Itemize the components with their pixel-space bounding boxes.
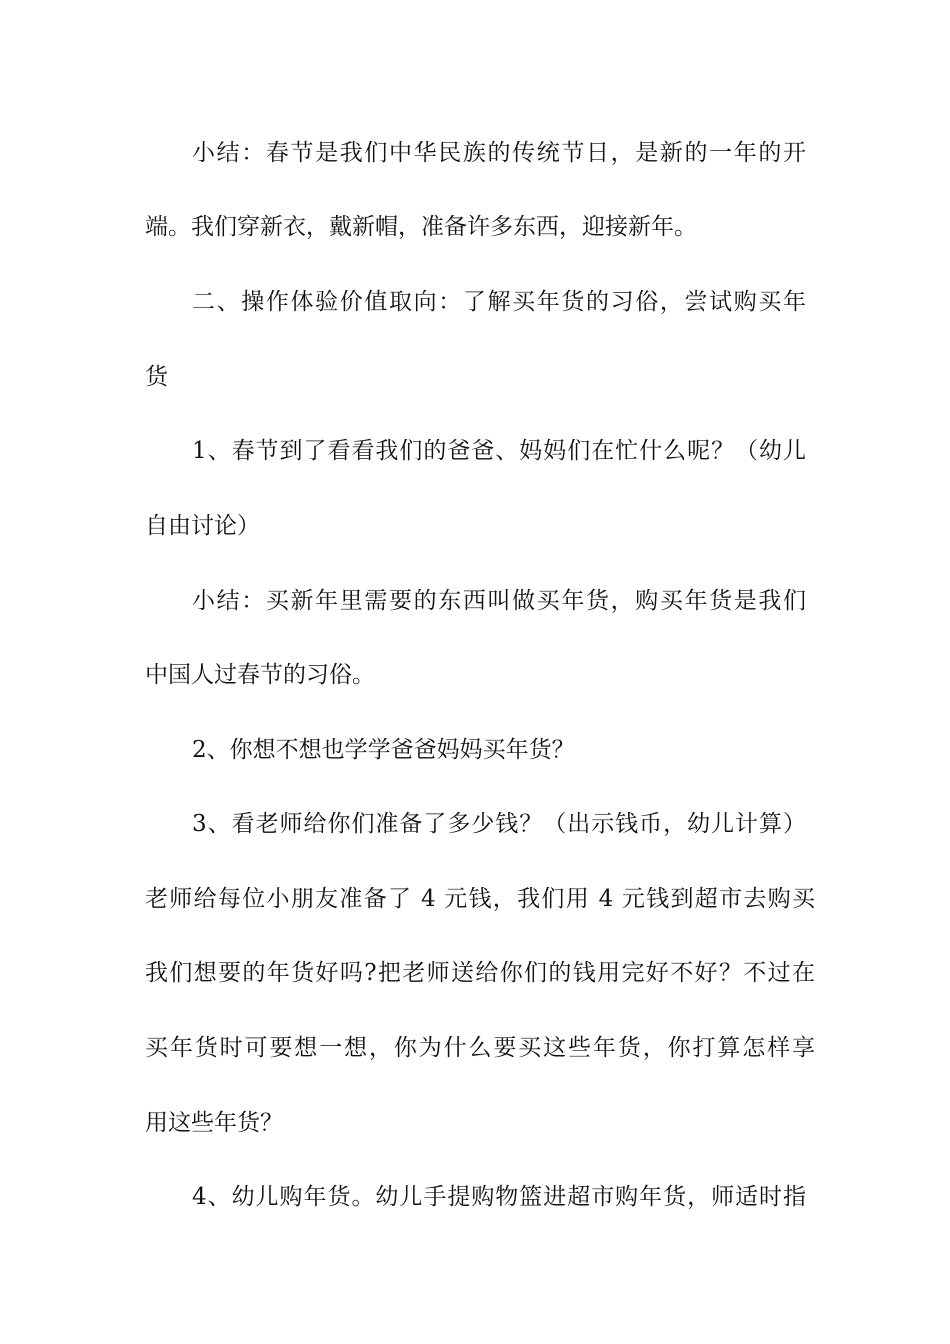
- item-3-line-2: 老师给每位小朋友准备了 4 元钱，我们用 4 元钱到超市去购买: [145, 886, 815, 912]
- summary-2-line-2: 中国人过春节的习俗。: [145, 662, 375, 688]
- item-2-line: 2、你想不想也学学爸爸妈妈买年货？: [192, 737, 575, 763]
- item-3-line-4: 买年货时可要想一想，你为什么要买这些年货，你打算怎样享: [145, 1035, 815, 1061]
- item-1-line-1: 1、春节到了看看我们的爸爸、妈妈们在忙什么呢？（幼儿: [192, 438, 806, 464]
- section-2-heading-line-1: 二、操作体验价值取向：了解买年货的习俗，尝试购买年: [192, 289, 806, 315]
- item-4-line-1: 4、幼儿购年货。幼儿手提购物篮进超市购年货，师适时指: [192, 1184, 806, 1210]
- item-3-line-3: 我们想要的年货好吗?把老师送给你们的钱用完好不好？不过在: [145, 960, 815, 986]
- item-3-line-1: 3、看老师给你们准备了多少钱？（出示钱币，幼儿计算）: [192, 811, 806, 837]
- summary-1-line-1: 小结：春节是我们中华民族的传统节日，是新的一年的开: [192, 140, 806, 166]
- item-1-line-2: 自由讨论）: [145, 513, 260, 539]
- summary-2-line-1: 小结：买新年里需要的东西叫做买年货，购买年货是我们: [192, 588, 806, 614]
- section-2-heading-line-2: 货: [145, 364, 168, 390]
- item-3-line-5: 用这些年货？: [145, 1110, 283, 1136]
- summary-1-line-2: 端。我们穿新衣，戴新帽，准备许多东西，迎接新年。: [145, 214, 697, 240]
